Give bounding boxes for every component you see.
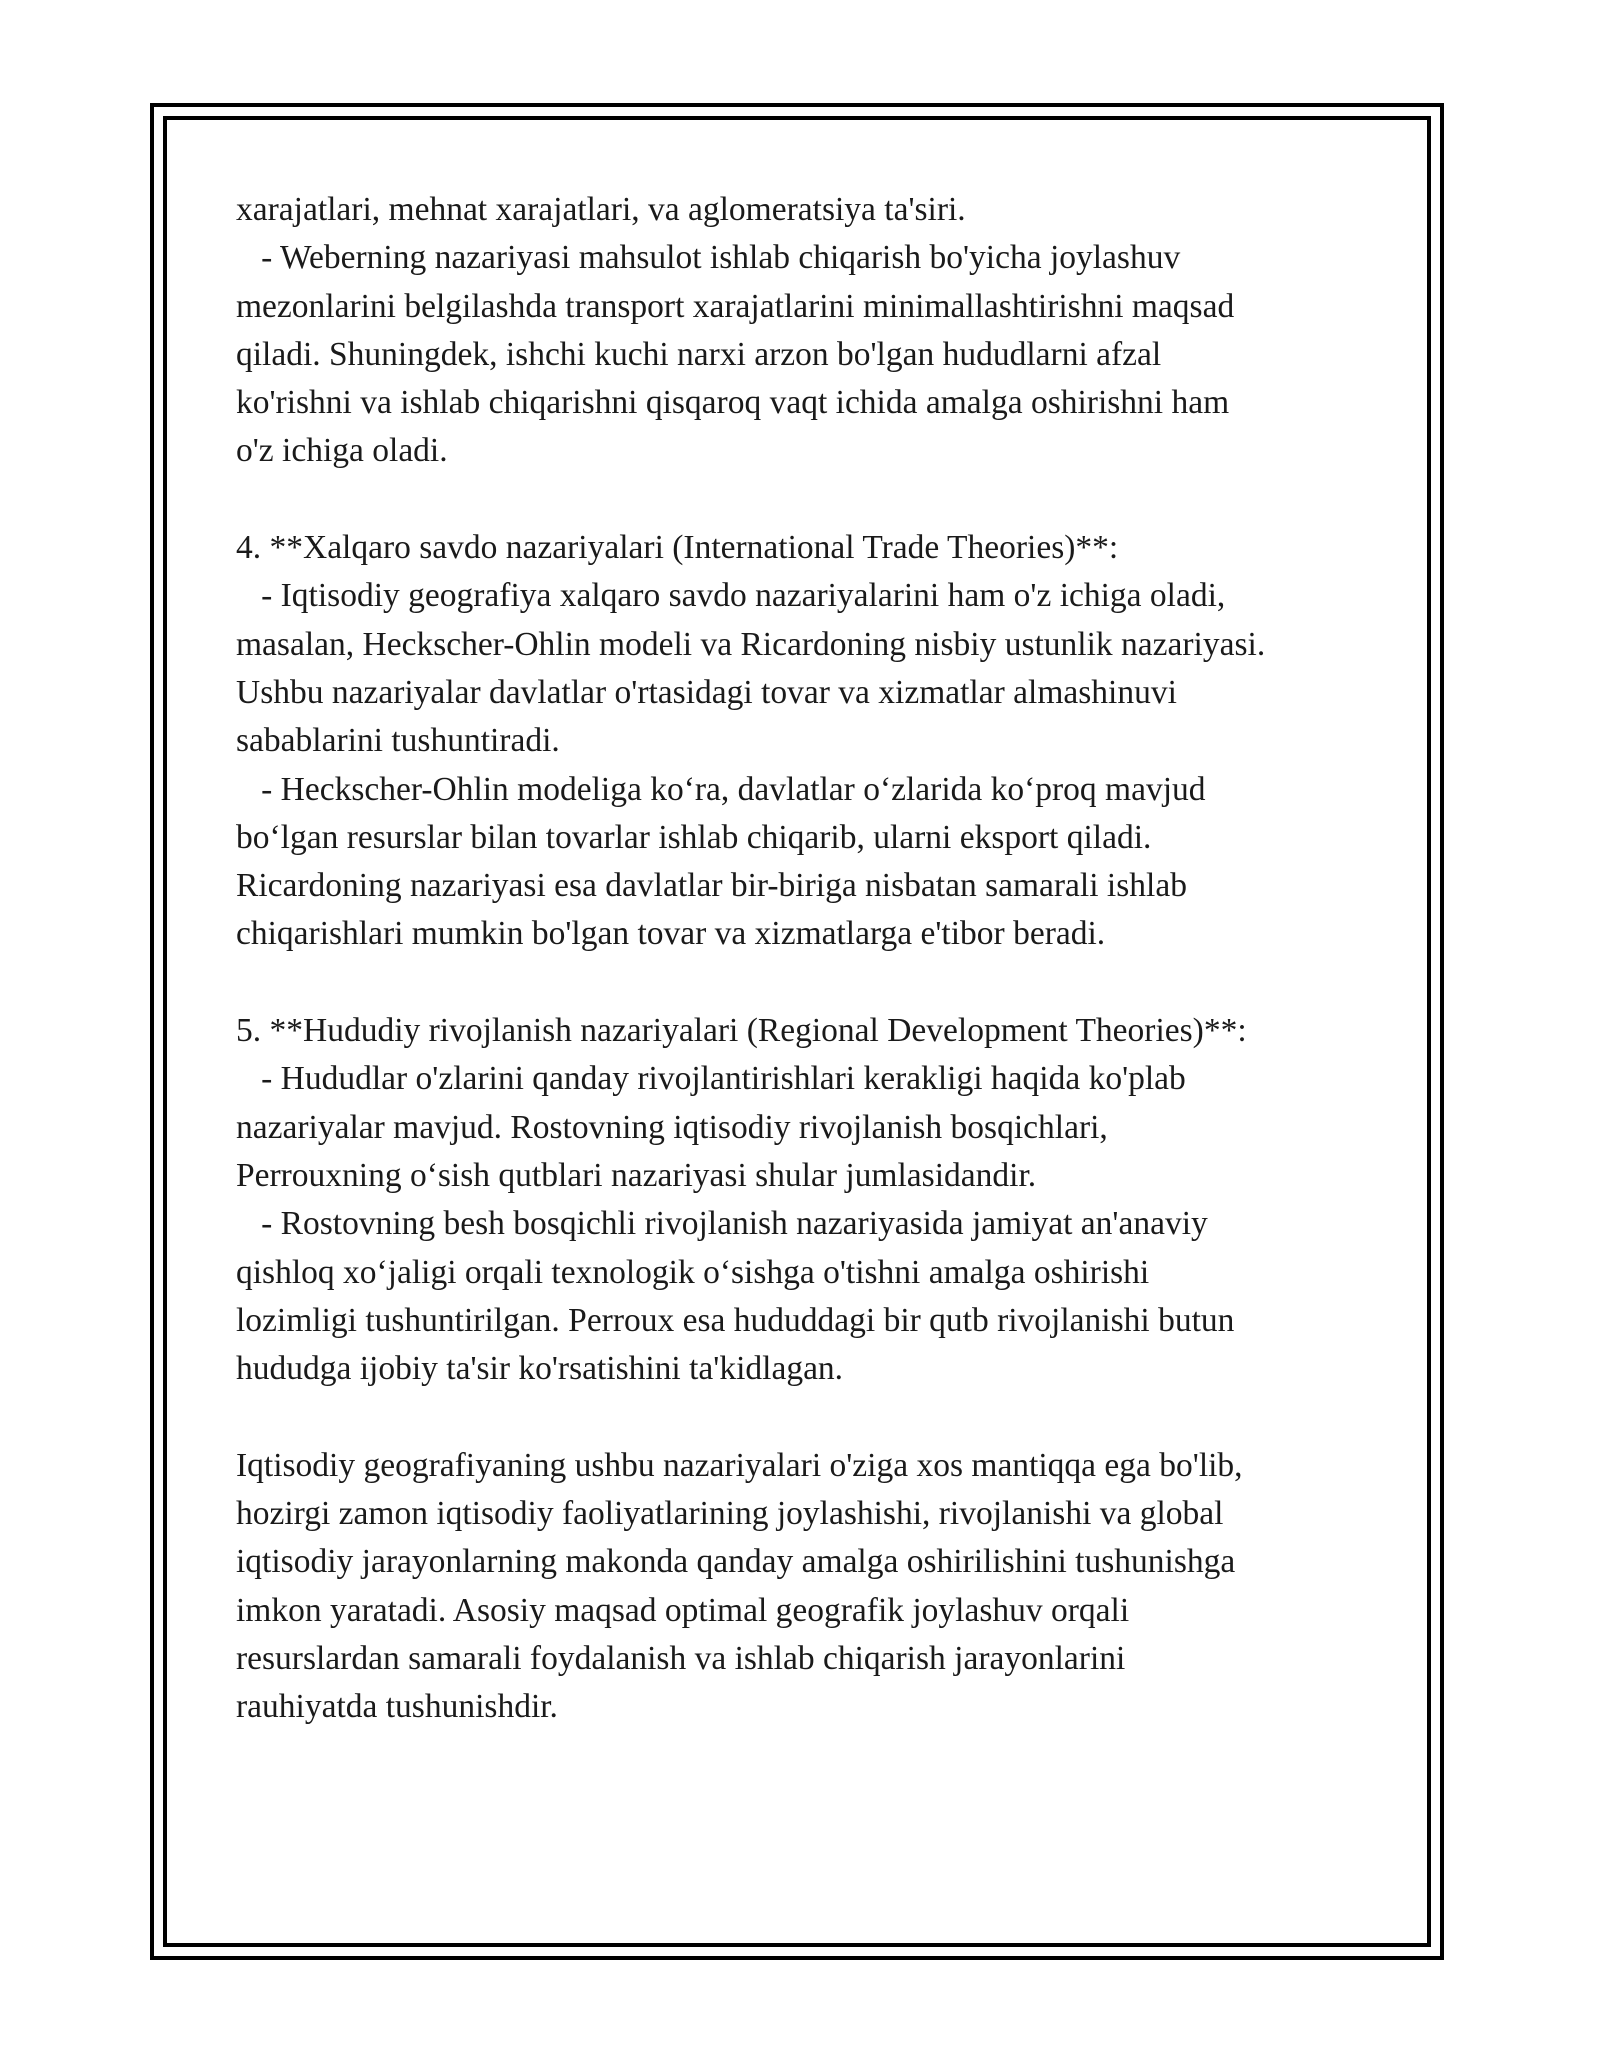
text-line: xarajatlari, mehnat xarajatlari, va aglomeratsiya ta'siri. <box>236 191 966 228</box>
paragraph-regional-theories <box>236 1007 1386 1393</box>
text-line: resurslardan samarali foydalanish va ishlab chiqarish jarayonlarini <box>236 1639 1126 1677</box>
text-line: lozimligi tushuntirilgan. Perroux esa hududdagi bir qutb rivojlanishi butun <box>236 1301 1235 1339</box>
text-line: masalan, Heckscher-Ohlin modeli va Ricardoning nisbiy ustunlik nazariyasi. <box>236 625 1266 663</box>
paragraph-spacer <box>236 1393 1386 1441</box>
text-line: mezonlarini belgilashda transport xarajatlarini minimallashtirishni maqsad <box>236 287 1235 325</box>
paragraph-conclusion <box>236 1442 1386 1732</box>
text-line: qishloq xo‘jaligi orqali texnologik o‘sishga o'tishni amalga oshirishi <box>236 1253 1150 1291</box>
text-line: Perrouxning o‘sish qutblari nazariyasi shular jumlasidandir. <box>236 1156 1037 1194</box>
text-line: Ushbu nazariyalar davlatlar o'rtasidagi tovar va xizmatlar almashinuvi <box>236 673 1177 711</box>
text-line: ko'rishni va ishlab chiqarishni qisqaroq vaqt ichida amalga oshirishni ham <box>236 384 1230 422</box>
paragraph-trade-theories <box>236 524 1386 959</box>
text-line: - Rostovning besh bosqichli rivojlanish nazariyasida jamiyat an'anaviy <box>236 1205 1208 1243</box>
text-line: Iqtisodiy geografiyaning ushbu nazariyalari o'ziga xos mantiqqa ega bo'lib, <box>236 1446 1243 1484</box>
text-line: imkon yaratadi. Asosiy maqsad optimal geografik joylashuv orqali <box>236 1591 1130 1629</box>
text-line: hududga ijobiy ta'sir ko'rsatishini ta'kidlagan. <box>236 1350 844 1388</box>
text-line: - Heckscher-Ohlin modeliga ko‘ra, davlatlar o‘zlarida ko‘proq mavjud <box>236 770 1206 808</box>
text-line: nazariyalar mavjud. Rostovning iqtisodiy rivojlanish bosqichlari, <box>236 1108 1108 1146</box>
paragraph-spacer <box>236 959 1386 1007</box>
section-heading: 5. **Hududiy rivojlanish nazariyalari (Regional Development Theories)**: <box>236 1012 1247 1050</box>
text-line: chiqarishlari mumkin bo'lgan tovar va xizmatlarga e'tibor beradi. <box>236 915 1106 953</box>
text-line: iqtisodiy jarayonlarning makonda qanday amalga oshirilishini tushunishga <box>236 1543 1236 1581</box>
text-line: - Iqtisodiy geografiya xalqaro savdo nazariyalarini ham o'z ichiga oladi, <box>236 577 1226 615</box>
text-line: Ricardoning nazariyasi esa davlatlar bir-biriga nisbatan samarali ishlab <box>236 867 1187 905</box>
text-line: rauhiyatda tushunishdir. <box>236 1688 558 1726</box>
text-line: bo‘lgan resurslar bilan tovarlar ishlab chiqarib, ularni eksport qiladi. <box>236 818 1152 856</box>
paragraph-spacer <box>236 476 1386 524</box>
document-body <box>236 186 1386 1732</box>
section-heading: 4. **Xalqaro savdo nazariyalari (International Trade Theories)**: <box>236 529 1119 567</box>
paragraph-weber-continuation <box>236 186 1386 476</box>
text-line: hozirgi zamon iqtisodiy faoliyatlarining joylashishi, rivojlanishi va global <box>236 1495 1224 1533</box>
text-line: sabablarini tushuntiradi. <box>236 722 560 760</box>
text-line: - Weberning nazariyasi mahsulot ishlab chiqarish bo'yicha joylashuv <box>236 239 1181 277</box>
text-line: qiladi. Shuningdek, ishchi kuchi narxi arzon bo'lgan hududlarni afzal <box>236 335 1162 373</box>
text-line: o'z ichiga oladi. <box>236 432 448 470</box>
text-line: - Hududlar o'zlarini qanday rivojlantirishlari kerakligi haqida ko'plab <box>236 1060 1186 1098</box>
